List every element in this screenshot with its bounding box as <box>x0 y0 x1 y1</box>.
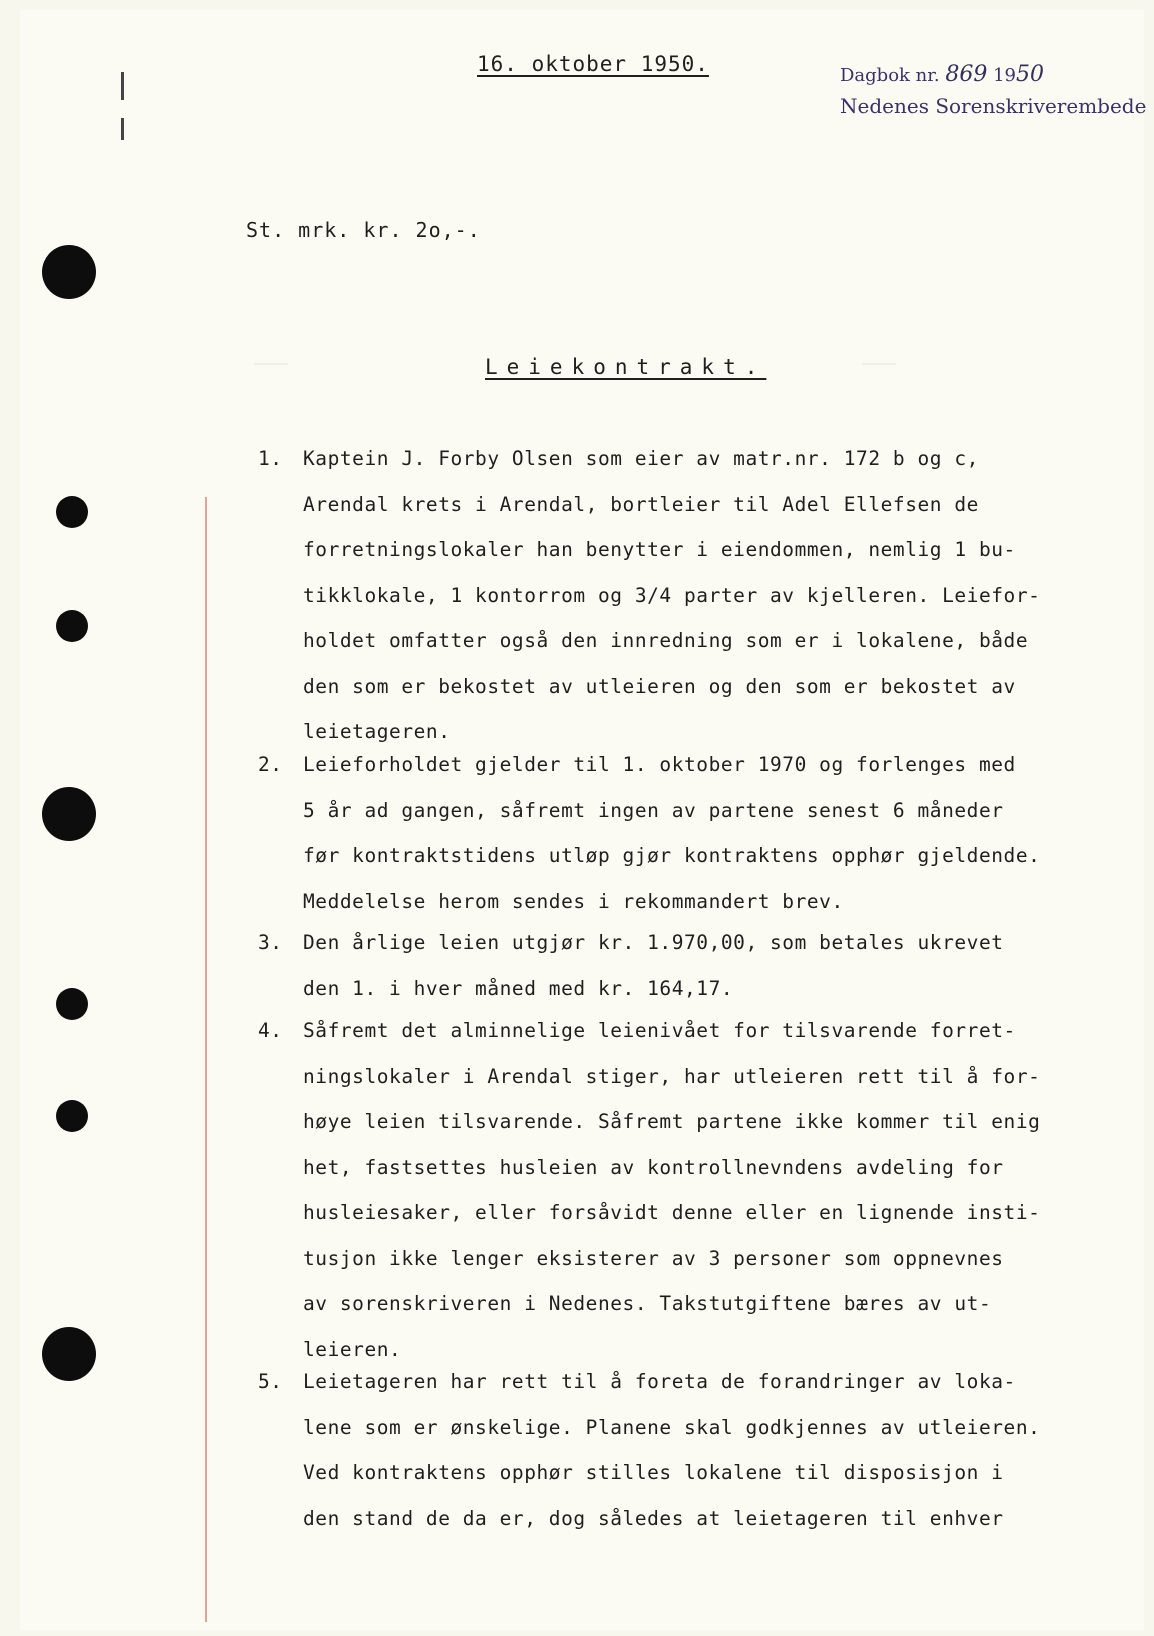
clause-line: 5 år ad gangen, såfremt ingen av partene senest 6 måneder <box>303 798 1004 822</box>
punch-hole <box>56 610 88 642</box>
clause-line: Ved kontraktens opphør stilles lokalene til disposisjon i <box>303 1461 1004 1484</box>
clause-line: husleiesaker, eller forsåvidt denne eller en lignende insti- <box>303 1201 1041 1224</box>
clause-line: Leietageren har rett til å foreta de forandringer av loka- <box>303 1370 1016 1393</box>
bleed-through-mark: ———— <box>254 356 288 372</box>
punch-hole <box>56 1100 88 1132</box>
clause-line: holdet omfatter også den innredning som er i lokalene, både <box>303 629 1029 652</box>
margin-mark <box>121 72 124 100</box>
clause-number: 2. <box>258 753 283 776</box>
clause <box>258 1008 1138 1372</box>
clause-line: Leieforholdet gjelder til 1. oktober 1970 og forlenges med <box>303 753 1016 776</box>
clause-line: het, fastsettes husleien av kontrollnevndens avdeling for <box>303 1155 1004 1179</box>
clause-number: 5. <box>258 1370 283 1393</box>
stamp-entry-number: 869 <box>945 62 988 87</box>
punch-hole <box>56 988 88 1020</box>
clause-number: 3. <box>258 931 283 954</box>
stamp-office-name: Nedenes Sorenskriverembede <box>840 94 1147 118</box>
stamp-year-written: 50 <box>1016 62 1044 87</box>
clause-line: av sorenskriveren i Nedenes. Takstutgiftene bæres av ut- <box>303 1292 992 1315</box>
punch-hole <box>56 496 88 528</box>
clause-line: den som er bekostet av utleieren og den som er bekostet av <box>303 674 1016 698</box>
punch-hole <box>42 1327 96 1381</box>
clause-line: lene som er ønskelige. Planene skal godkjennes av utleieren. <box>303 1415 1041 1439</box>
bleed-through-mark: ———— <box>862 356 896 372</box>
clause <box>258 920 1138 1011</box>
punch-hole <box>42 245 96 299</box>
registry-stamp <box>840 60 1146 121</box>
clause-line: den stand de da er, dog således at leietageren til enhver <box>303 1506 1004 1530</box>
clause-number: 4. <box>258 1019 283 1042</box>
document-date: 16. oktober 1950. <box>477 52 709 76</box>
clause <box>258 1359 1138 1541</box>
clause-line: den 1. i hver måned med kr. 164,17. <box>303 976 734 1000</box>
punch-hole <box>42 787 96 841</box>
clause-line: Meddelelse herom sendes i rekommandert brev. <box>303 889 844 913</box>
stamp-duty-note: St. mrk. kr. 2o,-. <box>246 218 481 242</box>
clause-line: leietageren. <box>303 720 451 743</box>
clause-number: 1. <box>258 447 283 470</box>
clause <box>258 742 1138 924</box>
clause-line: Såfremt det alminnelige leienivået for tilsvarende forret- <box>303 1019 1016 1042</box>
clause-line: Den årlige leien utgjør kr. 1.970,00, som betales ukrevet <box>303 931 1004 954</box>
stamp-year-printed: 19 <box>993 65 1016 86</box>
clause <box>258 436 1138 755</box>
clause-line: ningslokaler i Arendal stiger, har utleieren rett til å for- <box>303 1064 1041 1088</box>
clause-line: leieren. <box>303 1337 402 1361</box>
document-title: Leiekontrakt. <box>485 355 767 379</box>
clause-line: høye leien tilsvarende. Såfremt partene ikke kommer til enig <box>303 1110 1041 1133</box>
clause-line: Arendal krets i Arendal, bortleier til Adel Ellefsen de <box>303 492 979 516</box>
clause-line: før kontraktstidens utløp gjør kontraktens opphør gjeldende. <box>303 844 1041 867</box>
margin-rule <box>205 497 207 1622</box>
clause-line: tikklokale, 1 kontorrom og 3/4 parter av kjelleren. Leiefor- <box>303 583 1041 607</box>
clause-line: forretningslokaler han benytter i eiendommen, nemlig 1 bu- <box>303 538 1016 561</box>
clause-line: Kaptein J. Forby Olsen som eier av matr.nr. 172 b og c, <box>303 447 979 470</box>
stamp-prefix: Dagbok nr. <box>840 65 940 86</box>
clause-line: tusjon ikke lenger eksisterer av 3 personer som oppnevnes <box>303 1246 1004 1270</box>
stamp-line-1 <box>840 60 1146 91</box>
margin-mark <box>121 118 124 140</box>
